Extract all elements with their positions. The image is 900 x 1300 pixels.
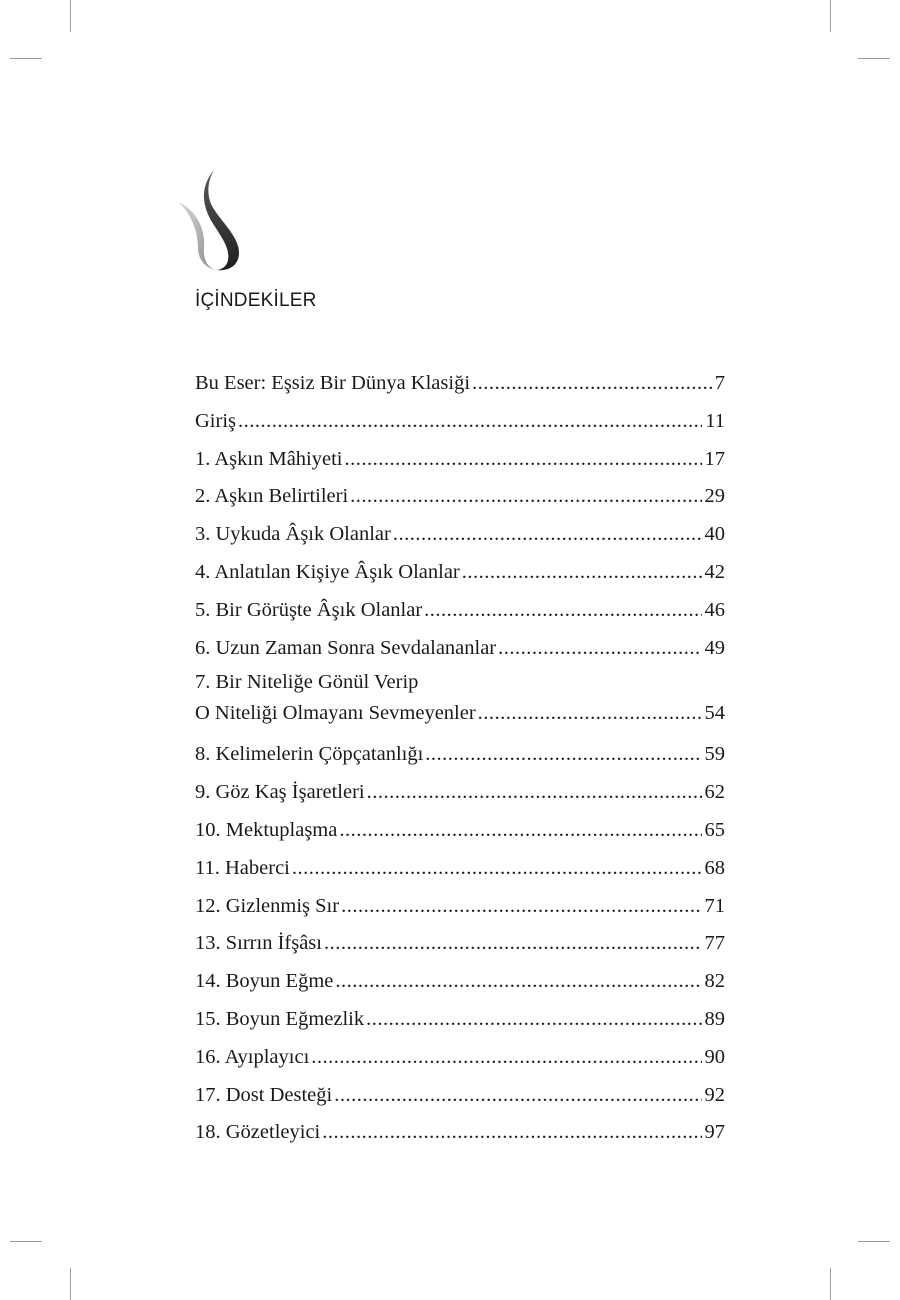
toc-entry-page-number: 17 <box>704 447 725 470</box>
dot-leader <box>424 592 701 630</box>
toc-entry-page-number: 68 <box>704 856 725 879</box>
dot-leader <box>478 698 702 729</box>
crop-mark <box>858 1241 890 1242</box>
toc-entry-page-number: 97 <box>704 1121 725 1144</box>
toc-entry-page-number: 29 <box>704 485 725 508</box>
crop-mark <box>830 1268 831 1300</box>
toc-entry-row <box>195 478 725 516</box>
toc-entry-page-number: 7 <box>714 372 725 394</box>
toc-entry-title: 9. Göz Kaş İşaretleri <box>195 781 365 804</box>
toc-entry-title: 13. Sırrın İfşâsı <box>195 932 322 955</box>
toc-entry-title: 8. Kelimelerin Çöpçatanlığı <box>195 743 424 766</box>
toc-entry-page-number: 11 <box>705 409 725 432</box>
crop-mark <box>830 0 831 32</box>
toc-entry-title: 3. Uykuda Âşık Olanlar <box>195 523 391 546</box>
toc-entry-title: 15. Boyun Eğmezlik <box>195 1007 365 1030</box>
toc-entry-title: 1. Aşkın Mâhiyeti <box>195 447 343 470</box>
toc-entry-row <box>195 736 725 774</box>
toc-entry-page-number: 77 <box>704 932 725 955</box>
toc-entry <box>195 888 725 926</box>
toc-entry-row <box>195 630 725 668</box>
crop-mark <box>70 0 71 32</box>
toc-entry-title: 6. Uzun Zaman Sonra Sevdalananlar <box>195 636 497 659</box>
toc-entry-page-number: 82 <box>704 970 725 993</box>
toc-entry <box>195 478 725 516</box>
toc-entry-row <box>195 1114 725 1152</box>
toc-entry-row <box>195 963 725 1001</box>
crop-mark <box>10 58 42 59</box>
toc-entry-title: 18. Gözetleyici <box>195 1121 321 1144</box>
toc-entry-row <box>195 1001 725 1039</box>
crop-mark <box>10 1241 42 1242</box>
toc-entry-title: 4. Anlatılan Kişiye Âşık Olanlar <box>195 560 460 583</box>
toc-entry-title: 17. Dost Desteği <box>195 1083 333 1106</box>
dot-leader <box>472 365 712 403</box>
toc-entry-title-line: 7. Bir Niteliğe Gönül Verip <box>195 671 419 694</box>
toc-entry-row <box>195 850 725 888</box>
toc-entry-row <box>195 441 725 479</box>
toc-entry <box>195 516 725 554</box>
toc-entry-page-number: 42 <box>704 560 725 583</box>
toc-entry-row <box>195 888 725 926</box>
toc-entry <box>195 554 725 592</box>
toc-entry-row <box>195 516 725 554</box>
toc-entry <box>195 630 725 668</box>
toc-entry-title: 10. Mektuplaşma <box>195 818 338 841</box>
dot-leader <box>334 1077 701 1115</box>
dot-leader <box>350 478 701 516</box>
crop-mark <box>70 1268 71 1300</box>
dot-leader <box>335 963 701 1001</box>
toc-entry <box>195 403 725 441</box>
toc-entry <box>195 441 725 479</box>
toc-entry <box>195 774 725 812</box>
toc-entry-title: O Niteliği Olmayanı Sevmeyenler <box>195 702 476 725</box>
toc-entry <box>195 667 725 736</box>
dot-leader <box>339 812 701 850</box>
toc-entry-title: 16. Ayıplayıcı <box>195 1045 310 1068</box>
toc-entry-page-number: 90 <box>704 1045 725 1068</box>
toc-entry <box>195 1114 725 1152</box>
dot-leader <box>498 630 701 668</box>
toc-entry-page-number: 71 <box>704 894 725 917</box>
table-of-contents <box>195 365 725 1152</box>
toc-entry-row <box>195 1077 725 1115</box>
toc-entry <box>195 365 725 403</box>
dot-leader <box>344 441 701 479</box>
toc-entry <box>195 1077 725 1115</box>
toc-entry <box>195 963 725 1001</box>
toc-entry-row <box>195 812 725 850</box>
toc-entry-title: 2. Aşkın Belirtileri <box>195 485 349 508</box>
dot-leader <box>425 736 701 774</box>
dot-leader <box>292 850 702 888</box>
dot-leader <box>462 554 702 592</box>
toc-entry-title: Bu Eser: Eşsiz Bir Dünya Klasiği <box>195 372 471 394</box>
toc-entry-page-number: 65 <box>704 818 725 841</box>
toc-entry <box>195 812 725 850</box>
toc-entry <box>195 1001 725 1039</box>
toc-entry-page-number: 89 <box>704 1007 725 1030</box>
toc-entry-row <box>195 698 725 736</box>
toc-entry <box>195 592 725 630</box>
dot-leader <box>366 1001 701 1039</box>
dot-leader <box>393 516 702 554</box>
toc-entry-page-number: 62 <box>704 781 725 804</box>
toc-entry-title: 12. Gizlenmiş Sır <box>195 894 340 917</box>
calligraphic-swirl-logo-icon <box>176 168 248 274</box>
toc-entry-row <box>195 403 725 441</box>
toc-entry <box>195 925 725 963</box>
toc-entry-page-number: 46 <box>704 598 725 621</box>
dot-leader <box>367 774 702 812</box>
toc-entry-title: 5. Bir Görüşte Âşık Olanlar <box>195 598 423 621</box>
dot-leader <box>311 1039 701 1077</box>
toc-entry-page-number: 92 <box>704 1083 725 1106</box>
toc-entry-row <box>195 592 725 630</box>
dot-leader <box>324 925 702 963</box>
dot-leader <box>341 888 701 926</box>
toc-entry-page-number: 40 <box>704 523 725 546</box>
toc-entry-title: Giriş <box>195 409 236 432</box>
toc-entry <box>195 850 725 888</box>
toc-entry-row <box>195 1039 725 1077</box>
dot-leader <box>322 1114 701 1152</box>
toc-entry-row <box>195 365 725 403</box>
page-title: İÇİNDEKİLER <box>195 290 317 311</box>
toc-entry <box>195 736 725 774</box>
toc-entry-page-number: 54 <box>704 702 725 725</box>
toc-entry-page-number: 59 <box>704 743 725 766</box>
dot-leader <box>238 403 702 441</box>
crop-mark <box>858 58 890 59</box>
toc-entry-row <box>195 774 725 812</box>
toc-entry-title: 11. Haberci <box>195 856 290 879</box>
toc-entry-page-number: 49 <box>704 636 725 659</box>
toc-entry-title: 14. Boyun Eğme <box>195 970 334 993</box>
toc-entry-row <box>195 554 725 592</box>
toc-entry <box>195 1039 725 1077</box>
toc-entry-row <box>195 925 725 963</box>
